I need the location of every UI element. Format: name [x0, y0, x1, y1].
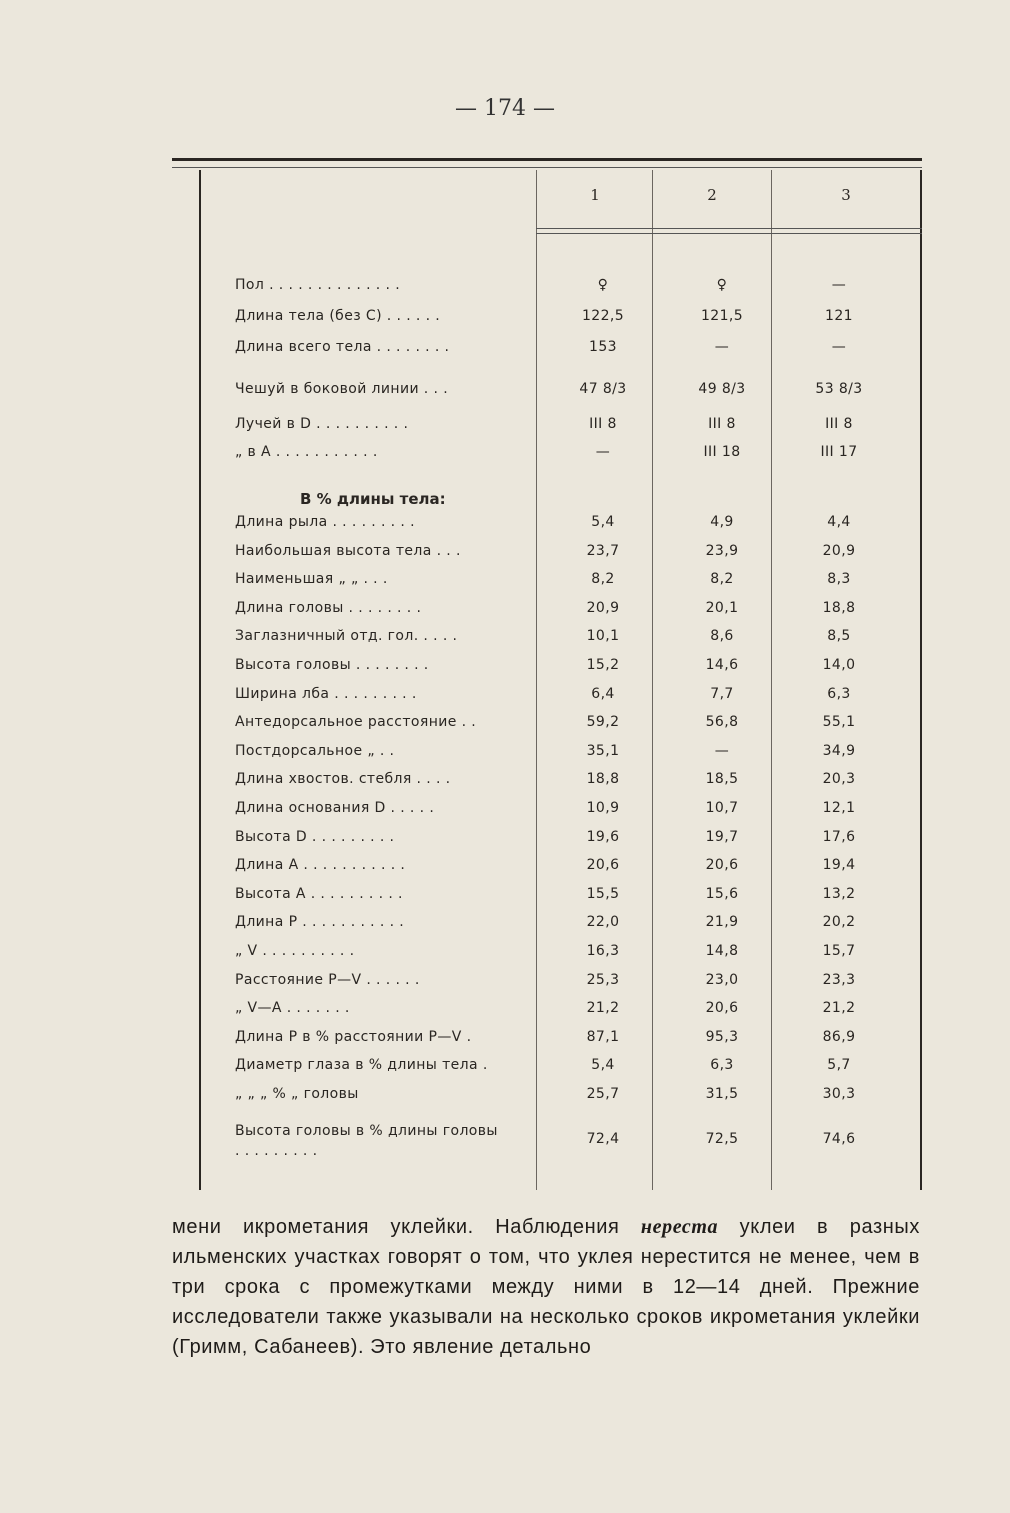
row-label: „ в А . . . . . . . . . . .	[235, 444, 378, 460]
cell-value: 20,6	[705, 1000, 739, 1017]
cell-value: III 17	[820, 444, 858, 460]
row-label: Высота головы в % длины головы . . . . . . . . .	[235, 1122, 498, 1159]
cell-value: 23,7	[586, 542, 620, 559]
row-label: Ширина лба . . . . . . . . .	[235, 685, 417, 702]
cell-value: 87,1	[586, 1028, 620, 1045]
column-header-3: 3	[841, 186, 851, 204]
body-text-after: уклеи в разных ильменских участках говорят о том, что уклея нерестится не менее, чем в три срока с промежутками между ними в 12—14 дней. Прежние исследователи также указывали на несколько сроков икрометания уклейки (Гримм, Сабанеев). Это явление детально	[172, 1216, 920, 1358]
row-label: Высота D . . . . . . . . .	[235, 828, 395, 845]
cell-value: 5,4	[591, 1057, 615, 1074]
table-row	[235, 628, 915, 652]
cell-value: —	[831, 339, 847, 355]
cell-value: 31,5	[705, 1086, 739, 1102]
table-row	[235, 416, 915, 440]
cell-value: 22,0	[586, 914, 620, 931]
row-label: „ „ „ % „ головы	[235, 1086, 359, 1102]
cell-value: 30,3	[822, 1086, 856, 1102]
body-text-emphasis: нереста	[640, 1216, 719, 1238]
cell-value: —	[831, 277, 847, 293]
cell-value: 21,9	[705, 914, 739, 931]
cell-value: 5,4	[591, 514, 615, 530]
row-label: Постдорсальное „ . .	[235, 742, 395, 759]
row-label: Длина Р в % расстоянии Р—V .	[235, 1028, 472, 1045]
table-row	[235, 543, 915, 567]
cell-value: 14,8	[705, 943, 739, 959]
cell-value: ♀	[597, 277, 609, 293]
table-row	[235, 743, 915, 767]
cell-value: 8,2	[591, 571, 615, 588]
cell-value: 23,0	[705, 971, 739, 988]
cell-value: 18,5	[705, 771, 739, 788]
table-row	[235, 657, 915, 681]
row-label: Длина основания D . . . . .	[235, 800, 435, 816]
cell-value: 20,3	[822, 771, 856, 788]
row-label: „ V . . . . . . . . . .	[235, 943, 355, 959]
cell-value: 86,9	[822, 1028, 856, 1045]
cell-value: 14,6	[705, 657, 739, 673]
cell-value: 8,3	[827, 571, 851, 588]
cell-value: 53 8/3	[815, 381, 863, 397]
row-label: Длина Р . . . . . . . . . . .	[235, 914, 405, 931]
cell-value: 6,4	[591, 685, 615, 702]
cell-value: 10,7	[705, 800, 739, 816]
page-number: — 174 —	[455, 96, 555, 121]
cell-value: 5,7	[827, 1057, 851, 1074]
row-label: Пол . . . . . . . . . . . . . .	[235, 277, 401, 293]
row-label: Длина головы . . . . . . . .	[235, 599, 422, 616]
cell-value: III 8	[708, 416, 736, 432]
table-row	[235, 886, 915, 910]
table-row	[235, 444, 915, 468]
cell-value: 20,1	[705, 599, 739, 616]
table-row	[235, 686, 915, 710]
column-header-1: 1	[590, 186, 600, 204]
cell-value: 7,7	[710, 685, 734, 702]
cell-value: 59,2	[586, 714, 620, 731]
row-label: Наибольшая высота тела . . .	[235, 542, 461, 559]
cell-value: 8,6	[710, 628, 734, 645]
header-rule	[536, 228, 922, 229]
cell-value: —	[595, 444, 611, 460]
table-row	[235, 1086, 915, 1110]
row-label: Высота головы . . . . . . . .	[235, 657, 429, 673]
table-row	[235, 714, 915, 738]
cell-value: 6,3	[827, 685, 851, 702]
body-paragraph	[172, 1212, 920, 1362]
cell-value: 20,2	[822, 914, 856, 931]
section-title: В % длины тела:	[300, 490, 446, 508]
cell-value: 72,4	[586, 1130, 620, 1147]
table-row	[235, 381, 915, 405]
table-row	[235, 277, 915, 301]
table-row	[235, 1000, 915, 1024]
cell-value: 18,8	[822, 599, 856, 616]
row-label: Антедорсальное расстояние . .	[235, 714, 477, 731]
row-label: Длина тела (без С) . . . . . .	[235, 308, 441, 324]
cell-value: 15,2	[586, 657, 620, 673]
header-rule	[536, 233, 922, 234]
table-row	[235, 1057, 915, 1081]
cell-value: 18,8	[586, 771, 620, 788]
table-row	[235, 600, 915, 624]
cell-value: 23,9	[705, 542, 739, 559]
table-right-border	[920, 170, 922, 1190]
cell-value: 17,6	[822, 828, 856, 845]
cell-value: 15,6	[705, 885, 739, 902]
table-row	[235, 800, 915, 824]
row-label: Высота А . . . . . . . . . .	[235, 885, 403, 902]
cell-value: 4,4	[827, 514, 851, 530]
body-text-before: мени икрометания уклейки. Наблюдения	[172, 1216, 641, 1238]
cell-value: 47 8/3	[579, 381, 627, 397]
row-label: Чешуй в боковой линии . . .	[235, 381, 449, 397]
cell-value: III 18	[703, 444, 741, 460]
cell-value: 74,6	[822, 1130, 856, 1147]
cell-value: 121	[825, 308, 853, 324]
table-top-rule-thin	[172, 167, 922, 168]
cell-value: 21,2	[586, 1000, 620, 1017]
column-header-2: 2	[707, 186, 717, 204]
table-row	[235, 943, 915, 967]
cell-value: 34,9	[822, 742, 856, 759]
table-top-rule	[172, 158, 922, 161]
row-label: Диаметр глаза в % длины тела .	[235, 1057, 488, 1074]
row-label: Длина А . . . . . . . . . . .	[235, 857, 406, 874]
cell-value: 35,1	[586, 742, 620, 759]
cell-value: 8,2	[710, 571, 734, 588]
table-left-border	[199, 170, 201, 1190]
table-row	[235, 972, 915, 996]
cell-value: 19,7	[705, 828, 739, 845]
row-label: Наименьшая „ „ . . .	[235, 571, 388, 588]
cell-value: 15,5	[586, 885, 620, 902]
cell-value: III 8	[589, 416, 617, 432]
cell-value: 56,8	[705, 714, 739, 731]
row-label: Лучей в D . . . . . . . . . .	[235, 416, 409, 432]
cell-value: 14,0	[822, 657, 856, 673]
cell-value: 20,6	[705, 857, 739, 874]
row-label: Заглазничный отд. гол. . . . .	[235, 628, 458, 645]
cell-value: 19,4	[822, 857, 856, 874]
table-row	[235, 571, 915, 595]
cell-value: 21,2	[822, 1000, 856, 1017]
cell-value: III 8	[825, 416, 853, 432]
cell-value: 15,7	[822, 943, 856, 959]
cell-value: 10,1	[586, 628, 620, 645]
table-row	[235, 771, 915, 795]
table-row	[235, 857, 915, 881]
cell-value: 122,5	[581, 308, 625, 324]
table-row	[235, 308, 915, 332]
table-row	[235, 1122, 915, 1159]
cell-value: 121,5	[700, 308, 744, 324]
cell-value: —	[714, 339, 730, 355]
cell-value: 19,6	[586, 828, 620, 845]
cell-value: 4,9	[710, 514, 734, 530]
cell-value: 25,3	[586, 971, 620, 988]
table-row	[235, 1029, 915, 1053]
table-row	[235, 829, 915, 853]
cell-value: 23,3	[822, 971, 856, 988]
cell-value: 55,1	[822, 714, 856, 731]
row-label: Длина хвостов. стебля . . . .	[235, 771, 451, 788]
cell-value: 20,9	[586, 599, 620, 616]
table-row	[235, 914, 915, 938]
table-row	[235, 339, 915, 363]
cell-value: ♀	[716, 277, 728, 293]
cell-value: 12,1	[822, 800, 856, 816]
cell-value: —	[714, 742, 730, 759]
row-label: „ V—А . . . . . . .	[235, 1000, 350, 1017]
cell-value: 13,2	[822, 885, 856, 902]
cell-value: 153	[589, 339, 617, 355]
cell-value: 25,7	[586, 1086, 620, 1102]
cell-value: 20,6	[586, 857, 620, 874]
row-label: Длина всего тела . . . . . . . .	[235, 339, 450, 355]
cell-value: 10,9	[586, 800, 620, 816]
row-label: Длина рыла . . . . . . . . .	[235, 514, 415, 530]
table-row	[235, 514, 915, 538]
cell-value: 16,3	[586, 943, 620, 959]
cell-value: 72,5	[705, 1130, 739, 1147]
cell-value: 8,5	[827, 628, 851, 645]
cell-value: 49 8/3	[698, 381, 746, 397]
row-label: Расстояние Р—V . . . . . .	[235, 971, 420, 988]
cell-value: 20,9	[822, 542, 856, 559]
cell-value: 95,3	[705, 1028, 739, 1045]
cell-value: 6,3	[710, 1057, 734, 1074]
